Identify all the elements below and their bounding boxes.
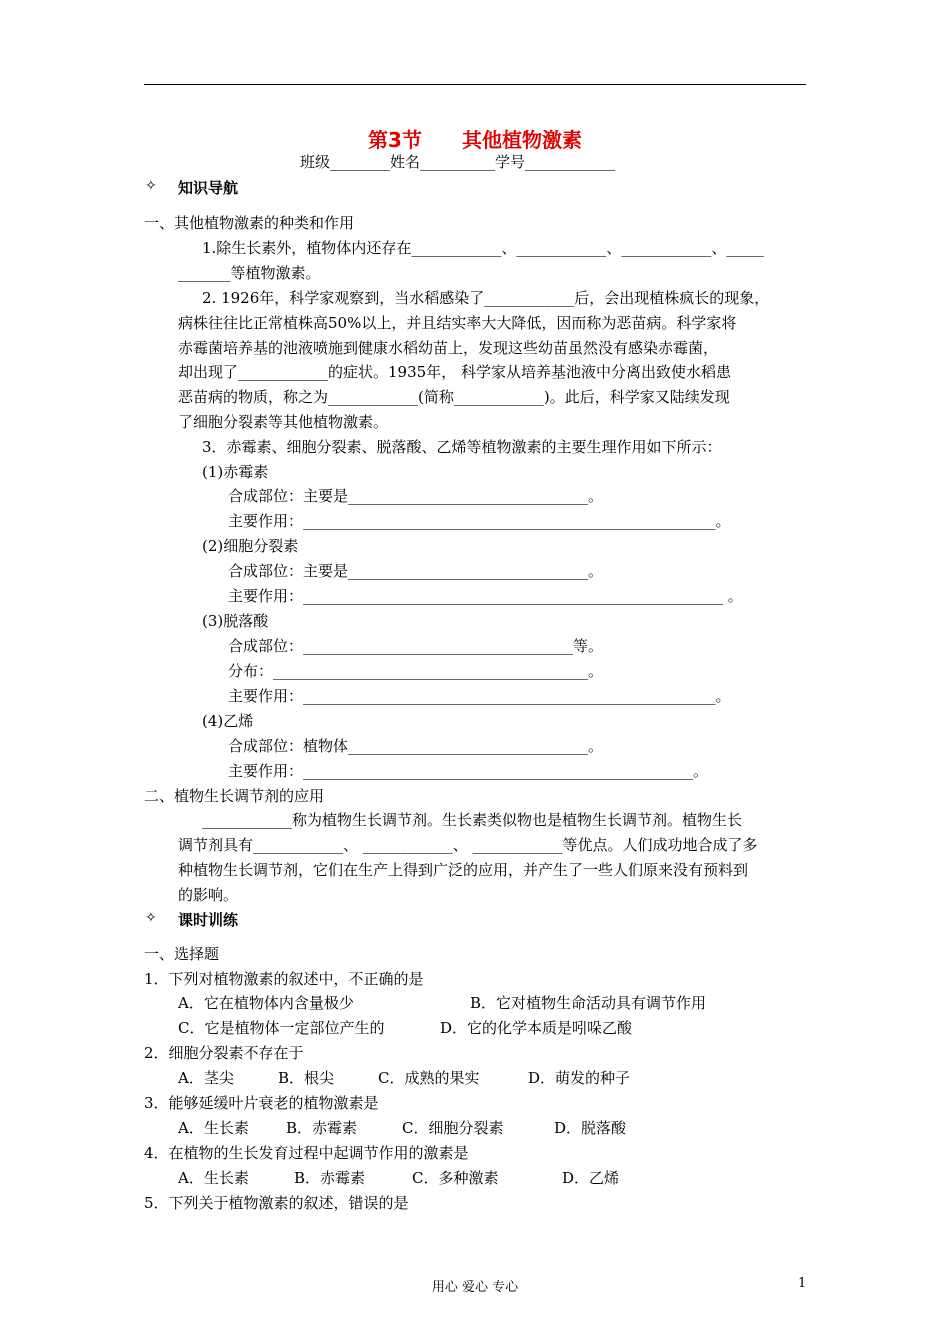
aba-name: (3)脱落酸 [202,612,269,630]
mc4-option-c: C．多种激素 [412,1169,499,1187]
cyto-name: (2)细胞分裂素 [202,537,299,555]
gib-name: (1)赤霉素 [202,463,269,481]
part2-line1: ____________称为植物生长调节剂。生长素类似物也是植物生长调节剂。植物生长 [202,811,743,829]
gib-site: 合成部位：主要是________________________________。 [228,487,604,505]
class-name-id-line: 班级________姓名__________学号____________ [300,153,616,171]
mc3-option-a: A．生长素 [178,1119,249,1137]
part2-heading: 二、植物生长调节剂的应用 [144,787,325,805]
mc4-stem: 4．在植物的生长发育过程中起调节作用的激素是 [144,1144,469,1162]
gib-role: 主要作用：_______________________________________________________。 [228,512,731,530]
choice-heading: 一、选择题 [144,945,220,963]
mc2-option-a: A．茎尖 [178,1069,234,1087]
cyto-role: 主要作用：________________________________________________________ 。 [228,587,743,605]
mc4-option-a: A．生长素 [178,1169,249,1187]
page-number: 1 [798,1276,807,1291]
mc2-option-c: C．成熟的果实 [378,1069,480,1087]
footer-motto: 用心 爱心 专心 [431,1280,519,1295]
header-rule [144,84,806,85]
section-training: 课时训练 [178,911,239,929]
mc5-stem: 5．下列关于植物激素的叙述，错误的是 [144,1194,409,1212]
q1-line2: _______等植物激素。 [178,264,321,282]
mc3-stem: 3．能够延缓叶片衰老的植物激素是 [144,1094,379,1112]
mc4-option-b: B．赤霉素 [294,1169,366,1187]
page-title: 第3节 其他植物激素 [368,128,582,152]
mc3-option-b: B．赤霉素 [286,1119,358,1137]
cyto-site: 合成部位：主要是________________________________。 [228,562,604,580]
part2-line2: 调节剂具有____________、 ____________、 ____________等优点。人们成功地合成了多 [178,836,758,854]
aba-role: 主要作用：_______________________________________________________。 [228,687,731,705]
mc2-option-d: D．萌发的种子 [528,1069,631,1087]
eth-name: (4)乙烯 [202,712,254,730]
q1-line1: 1.除生长素外，植物体内还存在____________、____________、____________、_____ [202,239,764,257]
aba-site: 合成部位：____________________________________等。 [228,637,604,655]
mc3-option-d: D．脱落酸 [554,1119,627,1137]
q2-line6: 了细胞分裂素等其他植物激素。 [178,413,389,431]
mc1-option-b: B．它对植物生命活动具有调节作用 [470,994,707,1012]
mc2-stem: 2．细胞分裂素不存在于 [144,1044,304,1062]
mc1-stem: 1．下列对植物激素的叙述中，不正确的是 [144,970,424,988]
diamond-icon: ✧ [145,178,157,194]
mc3-option-c: C．细胞分裂素 [402,1119,504,1137]
mc1-option-d: D．它的化学本质是吲哚乙酸 [440,1019,633,1037]
mc2-option-b: B．根尖 [278,1069,335,1087]
q2-line2: 病株往往比正常植株高50%以上，并且结实率大大降低，因而称为恶苗病。科学家将 [178,314,737,332]
section-knowledge-nav: 知识导航 [178,179,239,197]
mc1-option-c: C．它是植物体一定部位产生的 [178,1019,385,1037]
q3-intro: 3．赤霉素、细胞分裂素、脱落酸、乙烯等植物激素的主要生理作用如下所示： [202,438,722,456]
q2-line3: 赤霉菌培养基的池液喷施到健康水稻幼苗上，发现这些幼苗虽然没有感染赤霉菌， [178,339,719,357]
q2-line1: 2. 1926年，科学家观察到，当水稻感染了____________后，会出现植株疯长的现象， [202,289,770,307]
eth-role: 主要作用：____________________________________________________。 [228,762,709,780]
diamond-icon: ✧ [145,910,157,926]
mc4-option-d: D．乙烯 [562,1169,620,1187]
part1-heading: 一、其他植物激素的种类和作用 [144,214,355,232]
eth-site: 合成部位：植物体________________________________。 [228,737,604,755]
aba-dist: 分布：__________________________________________。 [228,662,604,680]
mc1-option-a: A．它在植物体内含量极少 [178,994,354,1012]
part2-line4: 的影响。 [178,886,239,904]
q2-line4: 却出现了____________的症状。1935年， 科学家从培养基池液中分离出致使水稻患 [178,363,731,381]
part2-line3: 种植物生长调节剂，它们在生产上得到广泛的应用，并产生了一些人们原来没有预料到 [178,861,749,879]
q2-line5: 恶苗病的物质，称之为____________(简称____________)。此后，科学家又陆续发现 [178,388,730,406]
